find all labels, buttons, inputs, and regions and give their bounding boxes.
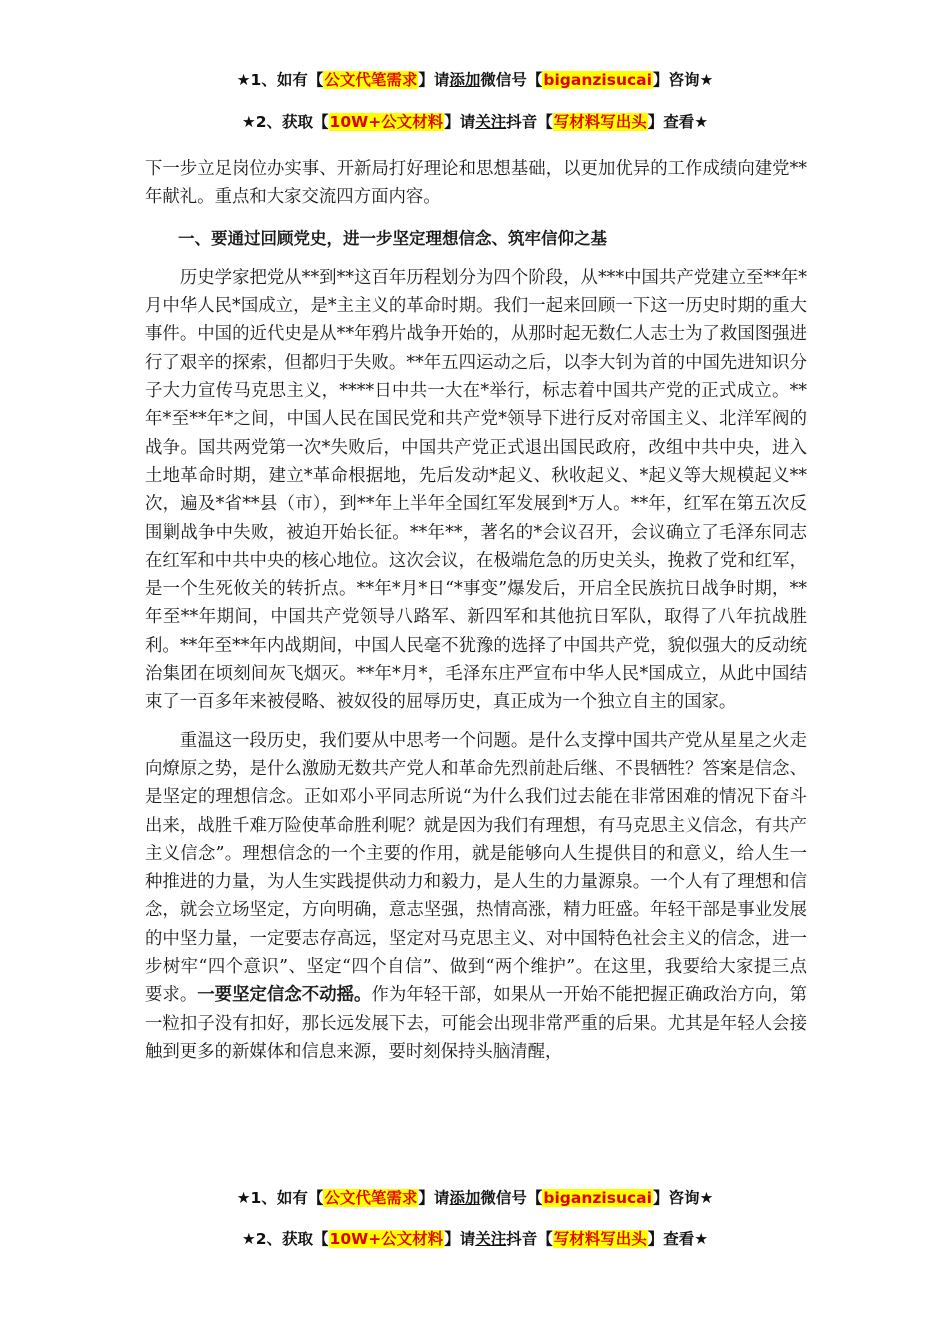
highlight-materials: 10W+公文材料 xyxy=(329,1230,444,1248)
banner-text: 】请 xyxy=(418,1189,450,1207)
banner-text: 】查看★ xyxy=(647,1230,709,1248)
banner-text: 】咨询★ xyxy=(652,1189,714,1207)
highlight-ghostwriting: 公文代笔需求 xyxy=(324,1189,418,1207)
highlight-materials: 10W+公文材料 xyxy=(329,113,444,131)
banner-text: ★1、如有【 xyxy=(236,1189,324,1207)
highlight-wechat-id: biganzisucai xyxy=(543,1189,652,1207)
banner-text: 】查看★ xyxy=(647,113,709,131)
highlight-douyin-account: 写材料写出头 xyxy=(553,113,647,131)
underline-follow: 关注 xyxy=(475,113,507,131)
banner-text: 】请 xyxy=(444,113,476,131)
highlight-wechat-id: biganzisucai xyxy=(543,71,652,89)
underline-follow: 关注 xyxy=(475,1230,507,1248)
requirement-one-bold: 一要坚定信念不动摇。 xyxy=(197,985,372,1006)
banner-text: 抖音【 xyxy=(506,1230,553,1248)
bottom-banner-line-1 xyxy=(0,1187,950,1209)
top-banner-line-2 xyxy=(0,111,950,133)
history-paragraph: 历史学家把党从**到**这百年历程划分为四个阶段，从***中国共产党建立至**年*月中华人民*国成立，是*主主义的革命时期。我们一起来回顾一下这一历史时期的重大事件。中国的近代史是从**年鸦片战争开始的，从那时起无数仁人志士为了救国图强进行了艰辛的探索，但都归于失败。**年五四运动之后，以李大钊为首的中国先进知识分子大力宣传马克思主义，****日中共一大在*举行，标志着中国共产党的正式成立。**年*至**年*之间，中国人民在国民党和共产党*领导下进行反对帝国主义、北洋军阀的战争。国共两党第一次*失败后，中国共产党正式退出国民政府，改组中共中央，进入土地革命时期，建立*革命根据地，先后发动*起义、秋收起义、*起义等大规模起义**次，遍及*省**县（市），到**年上半年全国红军发展到*万人。**年，红军在第五次反围剿战争中失败，被迫开始长征。**年**，著名的*会议召开，会议确立了毛泽东同志在红军和中共中央的核心地位。这次会议，在极端危急的历史关头，挽救了党和红军，是一个生死攸关的转折点。**年*月*日“*事变”爆发后，开启全民族抗日战争时期，**年至**年期间，中国共产党领导八路军、新四军和其他抗日军队，取得了八年抗战胜利。**年至**年内战期间，中国人民毫不犹豫的选择了中国共产党，貌似强大的反动统治集团在顷刻间灰飞烟灭。**年*月*，毛泽东庄严宣布中华人民*国成立，从此中国结束了一百多年来被侵略、被奴役的屈辱历史，真正成为一个独立自主的国家。 xyxy=(145,267,807,713)
highlight-ghostwriting: 公文代笔需求 xyxy=(324,71,418,89)
banner-text: 】请 xyxy=(418,71,450,89)
section-heading-1: 一、要通过回顾党史，进一步坚定理想信念、筑牢信仰之基 xyxy=(178,228,607,248)
banner-text: 微信号【 xyxy=(480,71,543,89)
banner-text: 】咨询★ xyxy=(652,71,714,89)
bottom-banner-line-2 xyxy=(0,1228,950,1250)
underline-add: 添加 xyxy=(449,71,481,89)
banner-text: 】请 xyxy=(444,1230,476,1248)
underline-add: 添加 xyxy=(449,1189,481,1207)
banner-text: ★2、获取【 xyxy=(241,1230,329,1248)
intro-paragraph: 下一步立足岗位办实事、开新局打好理论和思想基础，以更加优异的工作成绩向建党**年献礼。重点和大家交流四方面内容。 xyxy=(145,159,807,208)
highlight-douyin-account: 写材料写出头 xyxy=(553,1230,647,1248)
document-body xyxy=(145,155,807,1066)
belief-text: 重温这一段历史，我们要从中思考一个问题。是什么支撑中国共产党从星星之火走向燎原之势，是什么激励无数共产党人和革命先烈前赴后继、不畏牺牲？答案是信念、是坚定的理想信念。正如邓小平同志所说“为什么我们过去能在非常困难的情况下奋斗出来，战胜千难万险使革命胜利呢？就是因为我们有理想，有马克思主义信念，有共产主义信念”。理想信念的一个主要的作用，就是能够向人生提供目的和意义，给人生一种推进的力量，为人生实践提供动力和毅力，是人生的力量源泉。一个人有了理想和信念，就会立场坚定，方向明确，意志坚强，热情高涨，精力旺盛。年轻干部是事业发展的中坚力量，一定要志存高远，坚定对马克思主义、对中国特色社会主义的信念，进一步树牢“四个意识”、坚定“四个自信”、做到“两个维护”。在这里，我要给大家提三点要求。 xyxy=(145,730,807,1006)
top-banner-line-1 xyxy=(0,69,950,91)
banner-text: ★1、如有【 xyxy=(236,71,324,89)
banner-text: ★2、获取【 xyxy=(241,113,329,131)
belief-text-continued: 作为年轻干部，如果从一开始不能把握正确政治方向，第一粒扣子没有扣好，那长远发展下去，可能会出现非常严重的后果。尤其是年轻人会接触到更多的新媒体和信息来源，要时刻保持头脑清醒， xyxy=(145,985,807,1062)
banner-text: 微信号【 xyxy=(480,1189,543,1207)
belief-paragraph xyxy=(145,727,807,1067)
banner-text: 抖音【 xyxy=(506,113,553,131)
